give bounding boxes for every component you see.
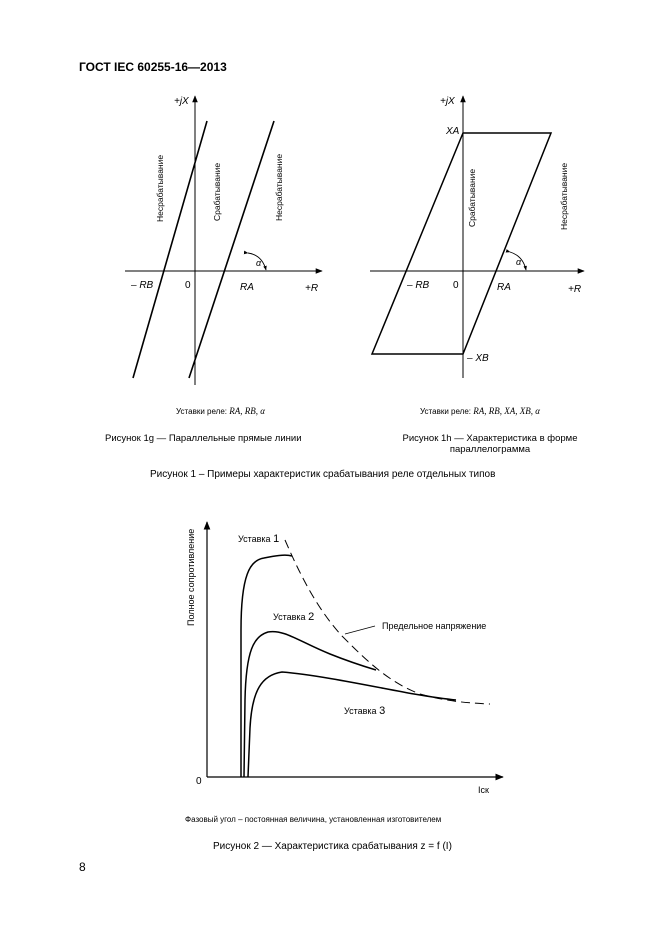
fig2-note: Фазовый угол – постоянная величина, установленная изготовителем xyxy=(185,815,442,824)
fig1h-parallelogram xyxy=(372,133,551,354)
page-number: 8 xyxy=(79,860,86,874)
fig1g-region-right: Несрабатывание xyxy=(274,153,284,221)
fig2-limit-voltage-label: Предельное напряжение xyxy=(382,621,487,631)
fig2-setting3-label: Уставка 3 xyxy=(344,705,386,717)
fig1g-line-rb xyxy=(133,121,207,378)
fig1h-settings: Уставки реле: RA, RB, XA, XB, α xyxy=(420,406,540,416)
fig1g-region-left: Несрабатывание xyxy=(155,154,165,222)
fig1g-settings: Уставки реле: RA, RB, α xyxy=(176,406,265,416)
figure1-caption: Рисунок 1 – Примеры характеристик срабатывания реле отдельных типов xyxy=(150,469,496,480)
fig1g-origin-label: 0 xyxy=(185,280,191,291)
fig2-setting1-label: Уставка 1 xyxy=(238,533,280,545)
fig2-curve-setting3 xyxy=(248,672,456,777)
fig1g-axis-y-label: +jX xyxy=(174,96,189,107)
figure-1g xyxy=(125,96,322,385)
fig1g-alpha-label: α xyxy=(256,258,262,268)
fig1h-rb-label: – RB xyxy=(407,280,430,291)
fig1h-alpha-label: α xyxy=(516,257,522,267)
fig1h-ra-label: RA xyxy=(497,282,511,293)
fig1h-axis-y-label: +jX xyxy=(440,96,455,107)
fig1h-caption: Рисунок 1h — Характеристика в форме параллелограмма xyxy=(402,433,578,455)
fig1h-origin-label: 0 xyxy=(453,280,459,291)
fig1h-region-outside: Несрабатывание xyxy=(559,162,569,230)
document-code: ГОСТ IEC 60255-16—2013 xyxy=(79,60,227,74)
fig2-origin-label: 0 xyxy=(196,776,202,787)
fig2-setting2-label: Уставка 2 xyxy=(273,611,315,623)
fig1h-axis-x-label: +R xyxy=(568,284,582,295)
figure-1h xyxy=(370,96,584,378)
fig1g-caption: Рисунок 1g — Параллельные прямые линии xyxy=(105,433,302,444)
fig2-caption: Рисунок 2 — Характеристика срабатывания z = f (I) xyxy=(213,841,452,852)
fig1g-line-ra xyxy=(189,121,274,378)
fig1g-rb-label: – RB xyxy=(131,280,154,291)
fig1h-xb-label: – XB xyxy=(467,353,489,364)
fig2-x-axis-label: Iск xyxy=(478,785,489,795)
fig2-curve-setting2 xyxy=(244,632,376,777)
fig1g-region-middle: Срабатывание xyxy=(212,162,222,221)
fig1g-axis-x-label: +R xyxy=(305,283,319,294)
fig1g-ra-label: RA xyxy=(240,282,254,293)
figure-2 xyxy=(186,522,503,795)
fig2-limit-leader xyxy=(345,626,375,634)
fig2-y-axis-label: Полное сопротивление xyxy=(186,528,196,626)
fig1h-xa-label: XA xyxy=(446,126,460,137)
fig1h-region-inside: Срабатывание xyxy=(467,168,477,227)
